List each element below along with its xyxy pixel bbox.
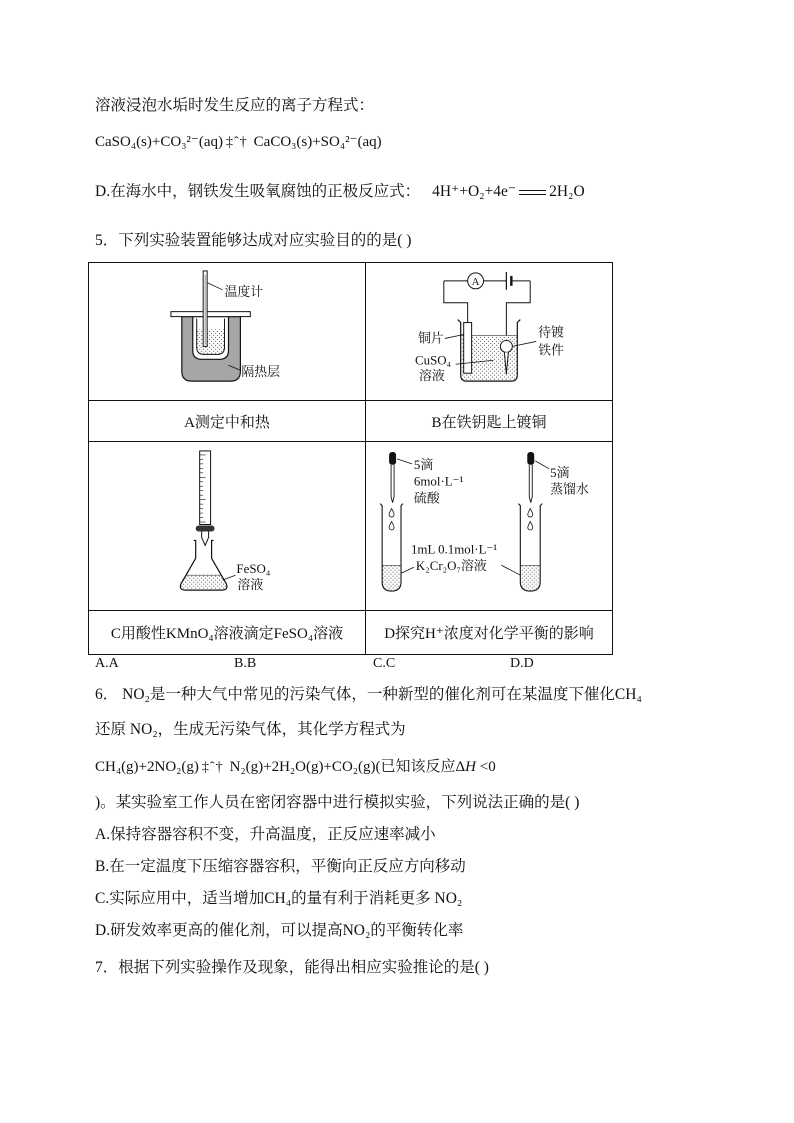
figure-c-cell — [89, 442, 366, 611]
droplet-icon — [528, 522, 533, 530]
q6-equation-right: N₂(g)+2H₂O(g)+CO₂(g) — [229, 759, 376, 775]
q5-option-b: B.B — [234, 656, 257, 671]
left-concentration-label: 6mol·L⁻¹ — [413, 473, 464, 489]
burette-tip — [202, 531, 209, 545]
q4-intro-line: 溶液浸泡水垢时发生反应的离子方程式： — [95, 97, 375, 114]
q6-condition-variable: H — [465, 759, 476, 775]
q4-option-d-text: D.在海水中，钢铁发生吸氧腐蚀的正极反应式： — [95, 183, 421, 200]
q6-condition-suffix: <0 — [476, 759, 496, 775]
right-tube-solution — [520, 565, 540, 591]
leader-line — [401, 567, 414, 573]
droplet-icon — [389, 509, 394, 517]
leader-line — [397, 459, 412, 464]
droplet-icon — [528, 509, 533, 517]
q5-apparatus-table — [88, 262, 613, 655]
figure-d-caption: D探究H⁺浓度对化学平衡的影响 — [366, 611, 613, 655]
left-tube-solution — [382, 565, 401, 591]
burette — [200, 451, 211, 525]
leader-line — [208, 283, 223, 290]
q5-option-c: C.C — [373, 656, 396, 671]
plated-item-label-2: 铁件 — [538, 343, 564, 358]
ammeter-label: A — [471, 275, 480, 288]
q6-option-d: D.研发效率更高的催化剂，可以提高NO₂的平衡转化率 — [95, 922, 464, 939]
figure-a-caption: A测定中和热 — [89, 401, 366, 442]
q4-equation — [95, 132, 382, 152]
left-reagent-label: 硫酸 — [413, 490, 440, 506]
right-dropper-stem — [529, 465, 532, 503]
electrolyte-label-2: 溶液 — [419, 369, 445, 384]
q6-option-c: C.实际应用中，适当增加CH₄的量有利于消耗更多 NO₂ — [95, 890, 463, 907]
q4-equation-right: CaCO₃(s)+SO₄²⁻(aq) — [253, 134, 382, 150]
thermometer-label: 温度计 — [224, 284, 264, 299]
leader-line — [535, 461, 549, 469]
insulation-label: 隔热层 — [241, 365, 281, 380]
q6-stem-line-1: 6． NO₂是一种大气中常见的污染气体，一种新型的催化剂可在某温度下催化CH₄ — [95, 686, 642, 703]
figure-c-caption: C用酸性KMnO₄溶液滴定FeSO₄溶液 — [89, 611, 366, 655]
iron-key-head — [500, 340, 512, 352]
reaction-equals-sign — [519, 190, 546, 195]
figure-a-calorimeter — [89, 263, 365, 400]
leader-line — [501, 565, 520, 575]
tube-reagent-label: K₂Cr₂O₇溶液 — [415, 558, 487, 574]
q6-stem-line-4: )。某实验室工作人员在密闭容器中进行模拟实验，下列说法正确的是( ) — [95, 794, 580, 811]
q6-equation — [95, 757, 496, 777]
flask-solution-label: FeSO₄ — [236, 561, 271, 577]
right-drops-label: 5滴 — [550, 464, 570, 480]
wire-to-iron — [506, 281, 530, 341]
figure-b-electroplating — [366, 263, 612, 400]
flask-solution-label-2: 溶液 — [237, 577, 264, 593]
q4-option-d-rhs: 2H₂O — [549, 183, 585, 200]
equilibrium-arrow: ‡ˆ† — [225, 135, 248, 150]
copper-plate — [464, 323, 472, 374]
leader-line — [223, 575, 236, 580]
figure-d-equilibrium — [366, 442, 612, 610]
figure-a-cell — [89, 263, 366, 401]
stopcock — [196, 526, 215, 532]
q6-condition-prefix: (已知该反应Δ — [375, 759, 466, 775]
equilibrium-arrow: ‡ˆ† — [201, 760, 224, 775]
electrolyte-label: CuSO₄ — [415, 353, 452, 368]
lid — [171, 312, 250, 317]
reaction-solution — [197, 330, 225, 355]
copper-label: 铜片 — [418, 331, 444, 346]
q5-option-a: A.A — [95, 656, 119, 671]
tube-concentration-label: 1mL 0.1mol·L⁻¹ — [410, 541, 498, 557]
right-reagent-label: 蒸馏水 — [550, 481, 589, 497]
q4-option-d-lhs: 4H⁺+O₂+4e⁻ — [432, 183, 517, 200]
figure-b-caption: B在铁钥匙上镀铜 — [366, 401, 613, 442]
q6-option-b: B.在一定温度下压缩容器容积，平衡向正反应方向移动 — [95, 858, 466, 875]
feso4-solution — [180, 575, 227, 590]
q5-stem: 5．下列实验装置能够达成对应实验目的的是( ) — [95, 232, 412, 249]
figure-d-cell — [366, 442, 613, 611]
q7-stem: 7．根据下列实验操作及现象，能得出相应实验推论的是( ) — [95, 959, 489, 976]
left-dropper-bulb — [389, 452, 396, 465]
right-dropper-bulb — [527, 452, 534, 465]
plated-item-label: 待镀 — [538, 325, 564, 340]
figure-b-cell — [366, 263, 613, 401]
q6-option-a: A.保持容器容积不变，升高温度，正反应速率减小 — [95, 826, 436, 843]
q6-equation-left: CH₄(g)+2NO₂(g) — [95, 759, 199, 775]
q6-stem-line-2: 还原 NO₂，生成无污染气体，其化学方程式为 — [95, 721, 406, 738]
q5-option-d: D.D — [510, 656, 534, 671]
left-drops-label: 5滴 — [413, 456, 434, 472]
droplet-icon — [389, 522, 394, 530]
left-dropper-stem — [391, 465, 394, 503]
wire-to-copper — [444, 281, 468, 323]
q4-equation-left: CaSO₄(s)+CO₃²⁻(aq) — [95, 134, 223, 150]
figure-c-titration — [89, 442, 365, 610]
q4-option-d — [95, 182, 585, 202]
